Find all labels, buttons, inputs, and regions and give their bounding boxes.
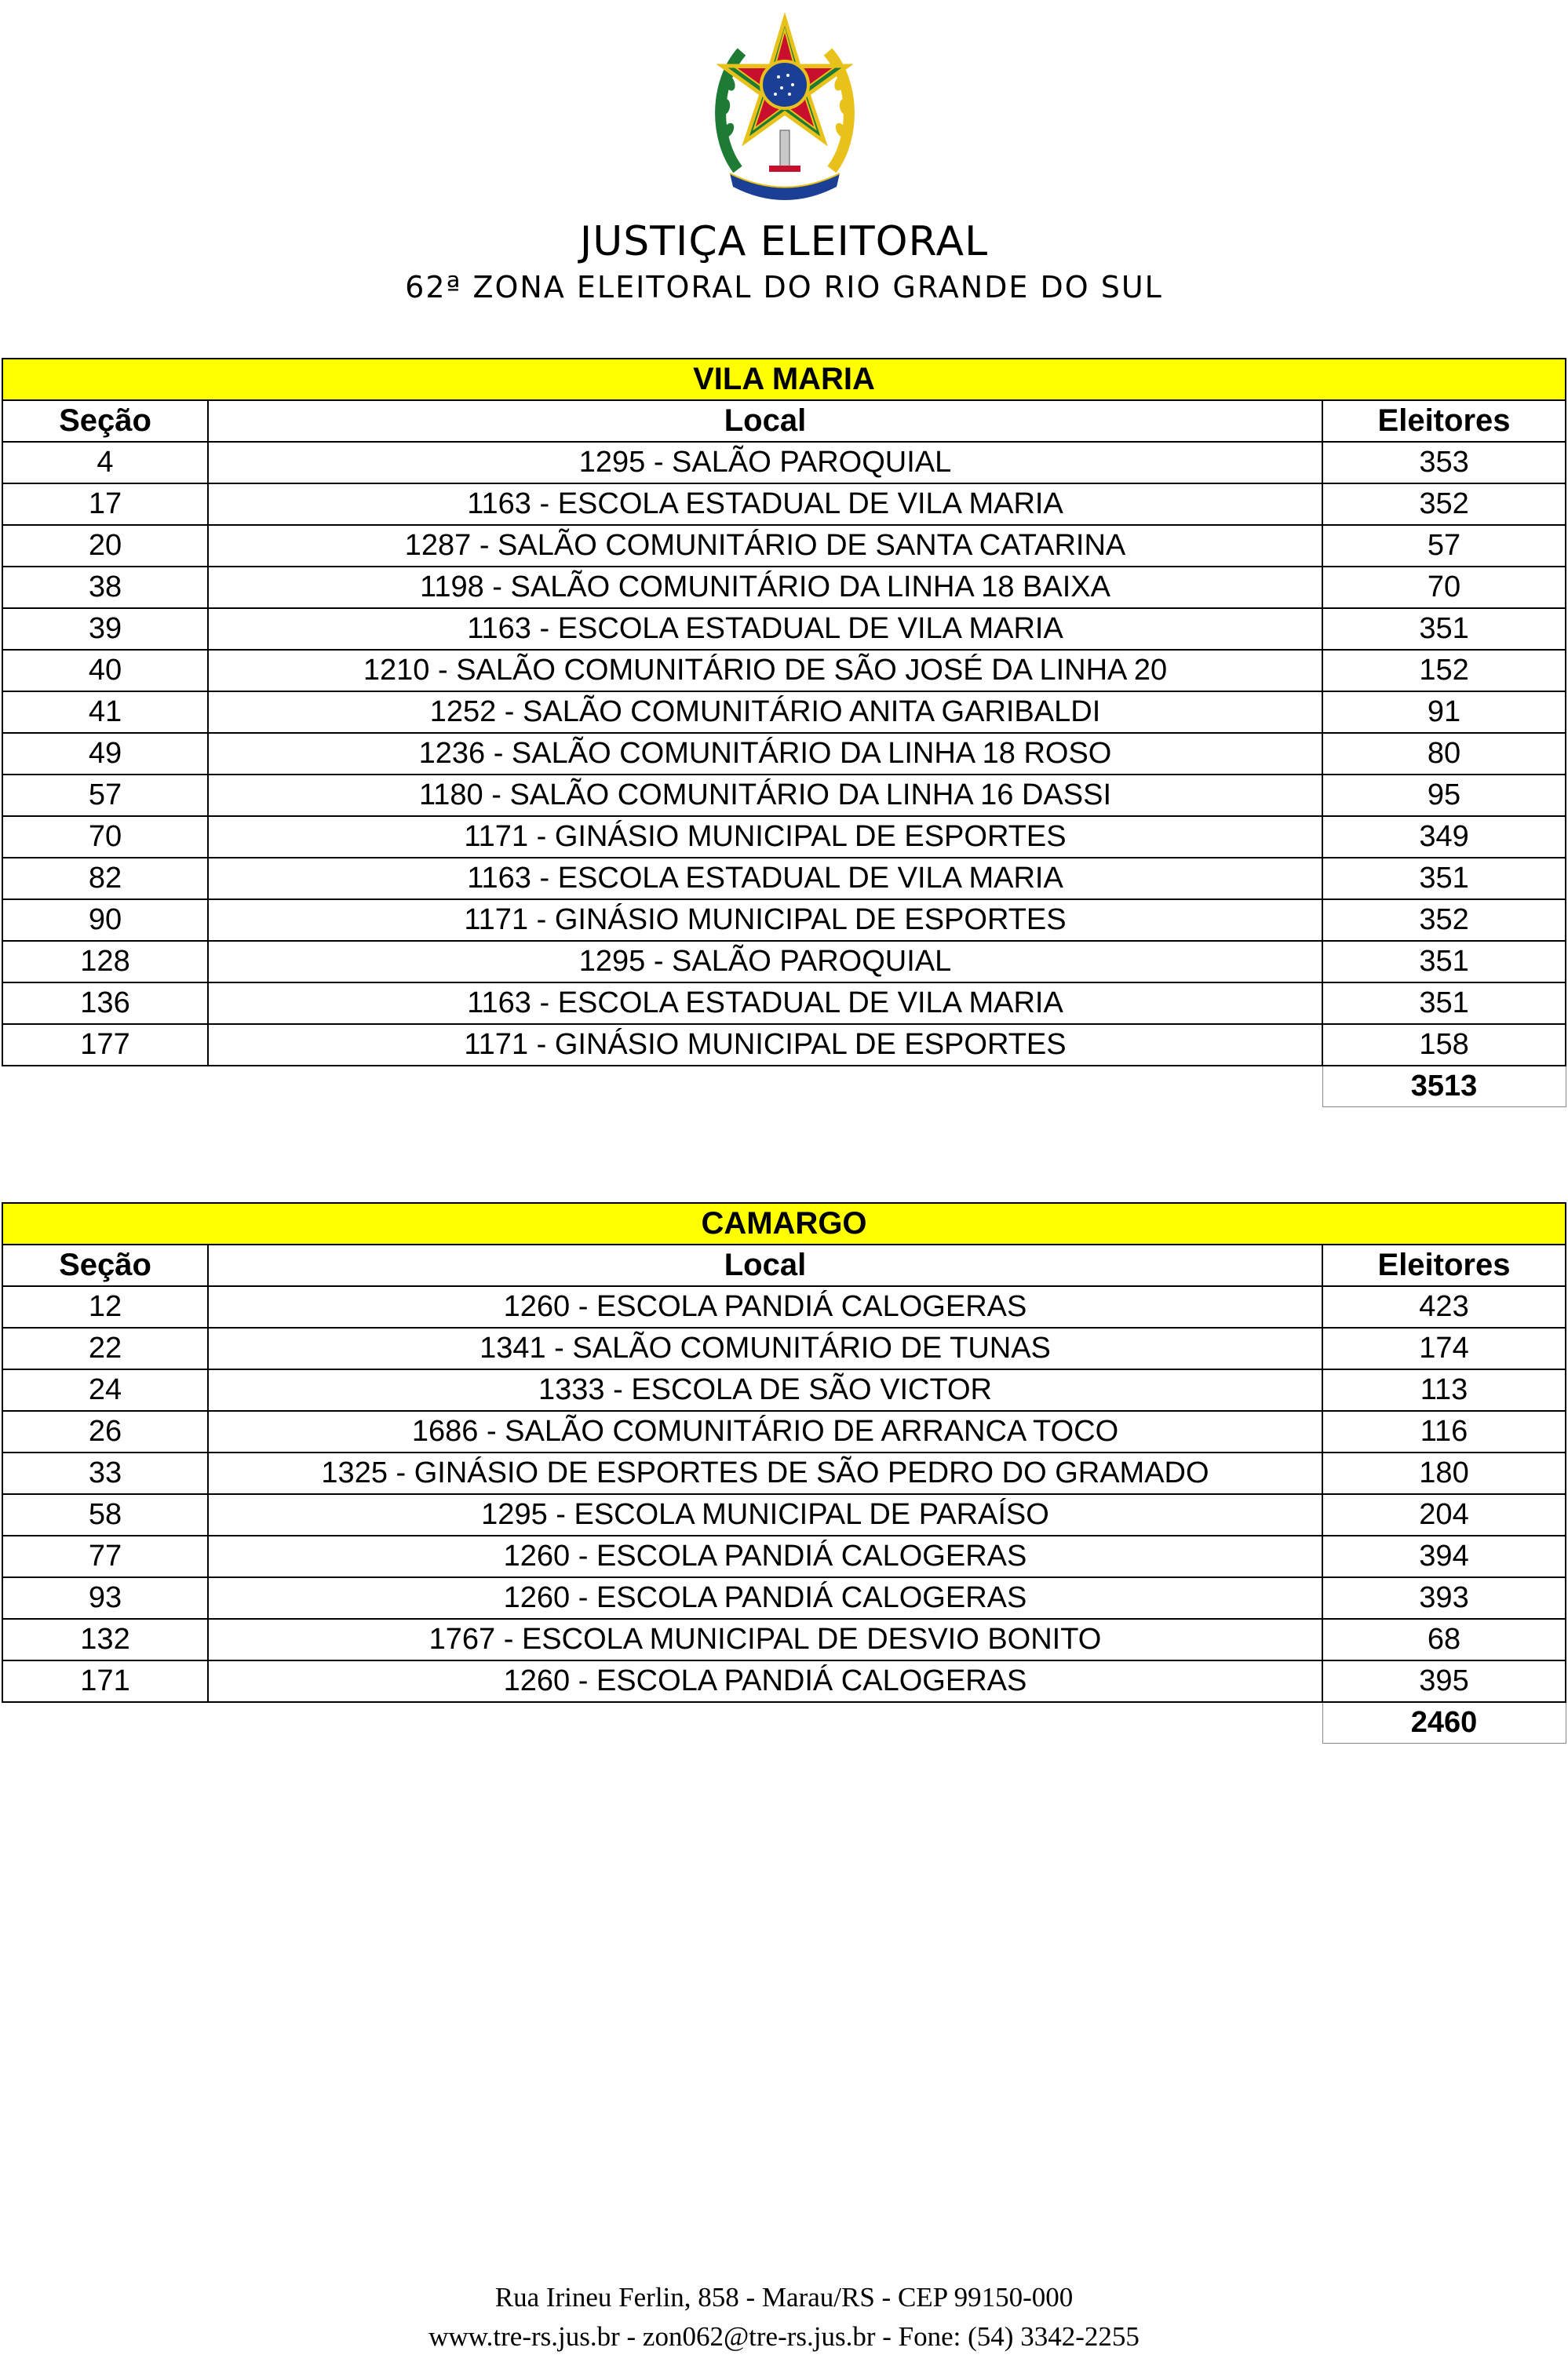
secao-cell: 17 <box>2 483 208 525</box>
eleitores-cell: 152 <box>1322 650 1566 691</box>
column-header-secao: Seção <box>2 1245 208 1286</box>
table-row <box>2 899 1566 941</box>
table-row <box>2 775 1566 816</box>
table-row <box>2 650 1566 691</box>
table-row <box>2 1619 1566 1660</box>
eleitores-cell: 351 <box>1322 858 1566 899</box>
secao-cell: 171 <box>2 1660 208 1702</box>
eleitores-cell: 352 <box>1322 483 1566 525</box>
local-cell: 1163 - ESCOLA ESTADUAL DE VILA MARIA <box>208 608 1322 650</box>
local-cell: 1180 - SALÃO COMUNITÁRIO DA LINHA 16 DASSI <box>208 775 1322 816</box>
local-cell: 1210 - SALÃO COMUNITÁRIO DE SÃO JOSÉ DA LINHA 20 <box>208 650 1322 691</box>
table-row <box>2 483 1566 525</box>
table-row <box>2 1411 1566 1453</box>
table-camargo <box>2 1202 1566 1744</box>
secao-cell: 38 <box>2 567 208 608</box>
eleitores-cell: 352 <box>1322 899 1566 941</box>
secao-cell: 40 <box>2 650 208 691</box>
table-row <box>2 1286 1566 1328</box>
column-header-row <box>2 1245 1566 1286</box>
total-spacer <box>2 1702 208 1744</box>
secao-cell: 93 <box>2 1577 208 1619</box>
total-spacer <box>208 1702 1322 1744</box>
eleitores-cell: 204 <box>1322 1494 1566 1536</box>
column-header-local: Local <box>208 400 1322 442</box>
footer-contact: www.tre-rs.jus.br - zon062@tre-rs.jus.br - Fone: (54) 3342-2255 <box>428 2321 1140 2352</box>
secao-cell: 128 <box>2 941 208 982</box>
eleitores-cell: 349 <box>1322 816 1566 858</box>
eleitores-cell: 393 <box>1322 1577 1566 1619</box>
local-cell: 1287 - SALÃO COMUNITÁRIO DE SANTA CATARINA <box>208 525 1322 567</box>
table-row <box>2 858 1566 899</box>
local-cell: 1163 - ESCOLA ESTADUAL DE VILA MARIA <box>208 982 1322 1024</box>
local-cell: 1171 - GINÁSIO MUNICIPAL DE ESPORTES <box>208 899 1322 941</box>
local-cell: 1341 - SALÃO COMUNITÁRIO DE TUNAS <box>208 1328 1322 1369</box>
local-cell: 1236 - SALÃO COMUNITÁRIO DA LINHA 18 ROSO <box>208 733 1322 775</box>
eleitores-cell: 394 <box>1322 1536 1566 1577</box>
table-row <box>2 1369 1566 1411</box>
local-cell: 1171 - GINÁSIO MUNICIPAL DE ESPORTES <box>208 816 1322 858</box>
table-row <box>2 1536 1566 1577</box>
local-cell: 1767 - ESCOLA MUNICIPAL DE DESVIO BONITO <box>208 1619 1322 1660</box>
secao-cell: 58 <box>2 1494 208 1536</box>
table-title-row <box>2 1203 1566 1245</box>
column-header-secao: Seção <box>2 400 208 442</box>
total-row <box>2 1066 1566 1107</box>
eleitores-cell: 113 <box>1322 1369 1566 1411</box>
eleitores-cell: 174 <box>1322 1328 1566 1369</box>
local-cell: 1295 - SALÃO PAROQUIAL <box>208 941 1322 982</box>
table-row <box>2 1577 1566 1619</box>
eleitores-cell: 351 <box>1322 982 1566 1024</box>
footer-address: Rua Irineu Ferlin, 858 - Marau/RS - CEP 99150-000 <box>494 2282 1074 2313</box>
table-row <box>2 1328 1566 1369</box>
local-cell: 1163 - ESCOLA ESTADUAL DE VILA MARIA <box>208 858 1322 899</box>
secao-cell: 82 <box>2 858 208 899</box>
total-spacer <box>2 1066 208 1107</box>
column-header-local: Local <box>208 1245 1322 1286</box>
total-row <box>2 1702 1566 1744</box>
local-cell: 1198 - SALÃO COMUNITÁRIO DA LINHA 18 BAIXA <box>208 567 1322 608</box>
table-row <box>2 608 1566 650</box>
eleitores-cell: 70 <box>1322 567 1566 608</box>
header-title: JUSTIÇA ELEITORAL <box>579 218 989 265</box>
table-row <box>2 816 1566 858</box>
local-cell: 1333 - ESCOLA DE SÃO VICTOR <box>208 1369 1322 1411</box>
secao-cell: 136 <box>2 982 208 1024</box>
coat-of-arms-emblem <box>706 13 863 201</box>
secao-cell: 33 <box>2 1453 208 1494</box>
table-vila-maria <box>2 358 1566 1107</box>
eleitores-cell: 80 <box>1322 733 1566 775</box>
column-header-eleitores: Eleitores <box>1322 1245 1566 1286</box>
eleitores-cell: 68 <box>1322 1619 1566 1660</box>
local-cell: 1325 - GINÁSIO DE ESPORTES DE SÃO PEDRO DO GRAMADO <box>208 1453 1322 1494</box>
table-row <box>2 691 1566 733</box>
table-row <box>2 442 1566 483</box>
table-row <box>2 1660 1566 1702</box>
column-header-eleitores: Eleitores <box>1322 400 1566 442</box>
eleitores-cell: 180 <box>1322 1453 1566 1494</box>
local-cell: 1171 - GINÁSIO MUNICIPAL DE ESPORTES <box>208 1024 1322 1066</box>
total-eleitores: 3513 <box>1322 1066 1566 1107</box>
table-title: CAMARGO <box>2 1203 1566 1245</box>
secao-cell: 90 <box>2 899 208 941</box>
secao-cell: 22 <box>2 1328 208 1369</box>
secao-cell: 70 <box>2 816 208 858</box>
local-cell: 1260 - ESCOLA PANDIÁ CALOGERAS <box>208 1660 1322 1702</box>
secao-cell: 77 <box>2 1536 208 1577</box>
table-row <box>2 1453 1566 1494</box>
table-row <box>2 982 1566 1024</box>
table-row <box>2 567 1566 608</box>
eleitores-cell: 158 <box>1322 1024 1566 1066</box>
eleitores-cell: 351 <box>1322 941 1566 982</box>
secao-cell: 26 <box>2 1411 208 1453</box>
column-header-row <box>2 400 1566 442</box>
secao-cell: 4 <box>2 442 208 483</box>
table-row <box>2 1494 1566 1536</box>
secao-cell: 132 <box>2 1619 208 1660</box>
table-row <box>2 941 1566 982</box>
local-cell: 1163 - ESCOLA ESTADUAL DE VILA MARIA <box>208 483 1322 525</box>
secao-cell: 177 <box>2 1024 208 1066</box>
secao-cell: 20 <box>2 525 208 567</box>
local-cell: 1295 - ESCOLA MUNICIPAL DE PARAÍSO <box>208 1494 1322 1536</box>
eleitores-cell: 353 <box>1322 442 1566 483</box>
eleitores-cell: 91 <box>1322 691 1566 733</box>
eleitores-cell: 95 <box>1322 775 1566 816</box>
secao-cell: 41 <box>2 691 208 733</box>
table-title-row <box>2 359 1566 400</box>
eleitores-cell: 395 <box>1322 1660 1566 1702</box>
secao-cell: 24 <box>2 1369 208 1411</box>
eleitores-cell: 423 <box>1322 1286 1566 1328</box>
local-cell: 1686 - SALÃO COMUNITÁRIO DE ARRANCA TOCO <box>208 1411 1322 1453</box>
eleitores-cell: 116 <box>1322 1411 1566 1453</box>
table-row <box>2 525 1566 567</box>
local-cell: 1260 - ESCOLA PANDIÁ CALOGERAS <box>208 1536 1322 1577</box>
header-subtitle: 62ª ZONA ELEITORAL DO RIO GRANDE DO SUL <box>405 270 1163 304</box>
secao-cell: 12 <box>2 1286 208 1328</box>
local-cell: 1260 - ESCOLA PANDIÁ CALOGERAS <box>208 1286 1322 1328</box>
secao-cell: 57 <box>2 775 208 816</box>
local-cell: 1295 - SALÃO PAROQUIAL <box>208 442 1322 483</box>
table-row <box>2 733 1566 775</box>
total-spacer <box>208 1066 1322 1107</box>
secao-cell: 49 <box>2 733 208 775</box>
secao-cell: 39 <box>2 608 208 650</box>
eleitores-cell: 57 <box>1322 525 1566 567</box>
local-cell: 1252 - SALÃO COMUNITÁRIO ANITA GARIBALDI <box>208 691 1322 733</box>
table-row <box>2 1024 1566 1066</box>
eleitores-cell: 351 <box>1322 608 1566 650</box>
local-cell: 1260 - ESCOLA PANDIÁ CALOGERAS <box>208 1577 1322 1619</box>
table-title: VILA MARIA <box>2 359 1566 400</box>
total-eleitores: 2460 <box>1322 1702 1566 1744</box>
